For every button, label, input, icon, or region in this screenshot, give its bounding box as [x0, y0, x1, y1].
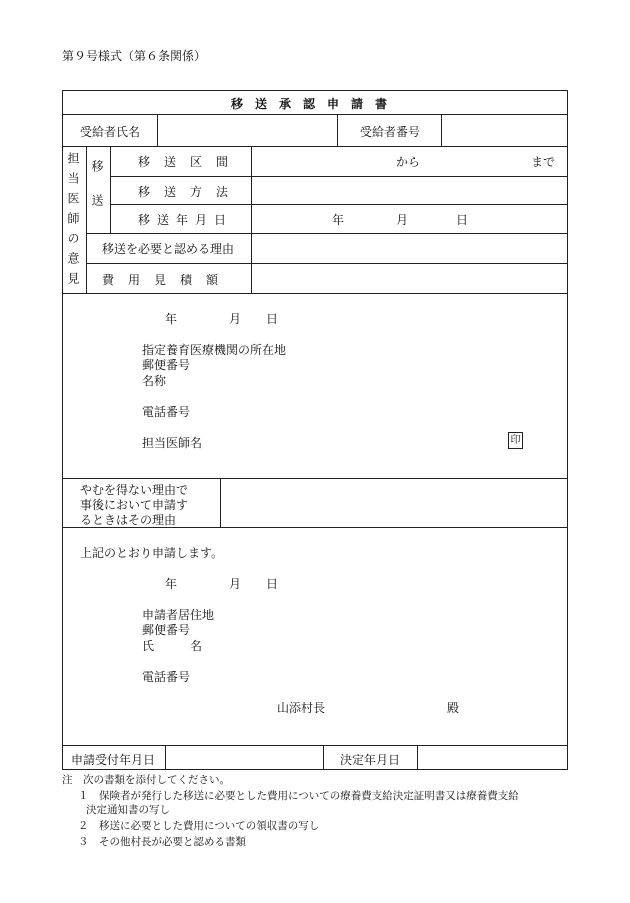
decision-date-field[interactable]: [418, 746, 567, 769]
note-2: ２ 移送に必要とした費用についての領収書の写し: [78, 820, 320, 832]
cert-year-label: 年: [165, 312, 178, 326]
late-reason-line-2: 事後において申請す: [80, 498, 189, 512]
transfer-label: 移送: [90, 160, 104, 228]
late-reason-line-3: るときはその理由: [80, 513, 177, 527]
transfer-section-label: 移送区間: [138, 155, 243, 169]
cert-day-label: 日: [266, 312, 279, 326]
transfer-year-label: 年: [332, 213, 345, 227]
applicant-address-label: 申請者居住地: [142, 608, 215, 622]
from-label: から: [396, 155, 421, 169]
notes-heading: 注 次の書類を添付してください。: [62, 774, 230, 786]
apply-month-label: 月: [229, 577, 242, 591]
cost-estimate-label: 費用見積額: [102, 273, 233, 287]
necessity-reason-label: 移送を必要と認める理由: [102, 242, 235, 256]
applicant-phone-label: 電話番号: [142, 670, 191, 684]
to-label: まで: [531, 155, 556, 169]
cert-month-label: 月: [229, 312, 242, 326]
applicant-name-label: 氏 名: [142, 639, 203, 653]
recipient-number-label: 受給者番号: [360, 125, 421, 139]
form-number: 第９号様式（第６条関係）: [62, 49, 207, 63]
note-1: １ 保険者が発行した移送に必要とした費用についての療養費支給決定証明書又は療養費支給: [78, 790, 519, 802]
recipient-name-label: 受給者氏名: [80, 125, 141, 139]
institution-address-label: 指定養育医療機関の所在地: [142, 343, 287, 357]
receipt-date-label: 申請受付年月日: [71, 753, 156, 767]
doctor-opinion-label: 担当医師の意見: [66, 152, 80, 292]
recipient-name-field[interactable]: [158, 115, 336, 145]
applicant-postal-label: 郵便番号: [142, 623, 191, 637]
necessity-reason-field[interactable]: [252, 234, 567, 262]
late-reason-line-1: やむを得ない理由で: [80, 483, 189, 497]
decision-date-label: 決定年月日: [340, 753, 401, 767]
receipt-date-field[interactable]: [166, 746, 322, 769]
institution-phone-label: 電話番号: [142, 405, 191, 419]
seal-mark: 印: [508, 432, 523, 449]
transfer-method-field[interactable]: [252, 177, 567, 204]
apply-day-label: 日: [266, 577, 279, 591]
note-3: ３ その他村長が必要と認める書類: [78, 836, 246, 848]
doctor-name-label: 担当医師名: [142, 436, 203, 450]
recipient-number-field[interactable]: [442, 115, 567, 145]
transfer-day-label: 日: [456, 213, 469, 227]
form-title: 移送承認申請書: [230, 97, 399, 111]
declaration-text: 上記のとおり申請します。: [80, 546, 224, 560]
transfer-method-label: 移送方法: [138, 185, 243, 199]
cost-estimate-field[interactable]: [252, 264, 567, 292]
transfer-date-label: 移送年月日: [138, 213, 234, 227]
addressee: 山添村長: [277, 701, 326, 715]
honorific: 殿: [447, 701, 460, 715]
note-1-cont: 決定通知書の写し: [86, 804, 170, 816]
transfer-month-label: 月: [396, 213, 409, 227]
apply-year-label: 年: [165, 577, 178, 591]
institution-postal-label: 郵便番号: [142, 358, 191, 372]
late-reason-field[interactable]: [221, 479, 567, 526]
institution-name-label: 名称: [142, 374, 167, 388]
